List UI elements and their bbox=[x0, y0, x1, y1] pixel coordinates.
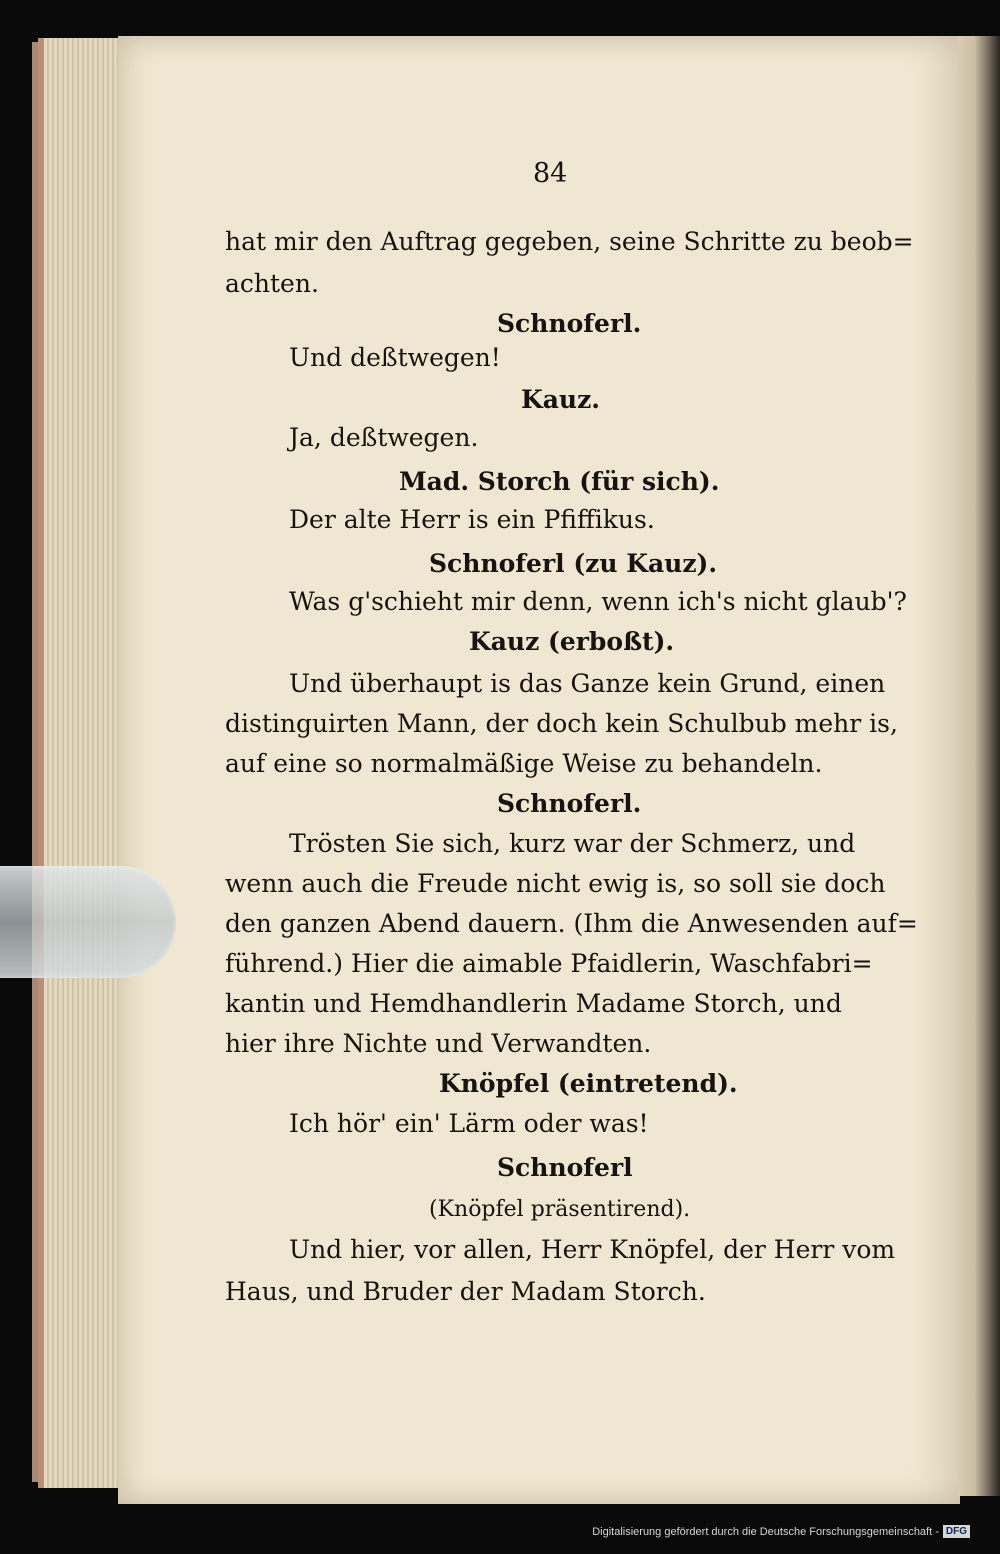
text-line: Und hier, vor allen, Herr Knöpfel, der Herr vom bbox=[289, 1235, 896, 1264]
text-line: Was g'schieht mir denn, wenn ich's nicht glaub'? bbox=[289, 587, 907, 616]
text-line: Trösten Sie sich, kurz war der Schmerz, und bbox=[289, 829, 856, 858]
text-line: hier ihre Nichte und Verwandten. bbox=[225, 1029, 652, 1058]
speaker-name: Schnoferl bbox=[497, 1153, 633, 1182]
text-line: Und deßtwegen! bbox=[289, 343, 501, 372]
stage-direction: (Knöpfel präsentirend). bbox=[429, 1197, 691, 1222]
text-line: hat mir den Auftrag gegeben, seine Schritte zu beob= bbox=[225, 227, 914, 256]
text-line: kantin und Hemdhandlerin Madame Storch, und bbox=[225, 989, 842, 1018]
credit-text: Digitalisierung gefördert durch die Deutsche Forschungsgemeinschaft - bbox=[592, 1525, 939, 1538]
page-number: 84 bbox=[533, 158, 568, 189]
text-line: achten. bbox=[225, 269, 319, 298]
speaker-name: Schnoferl (zu Kauz). bbox=[429, 549, 718, 578]
text-line: den ganzen Abend dauern. (Ihm die Anwesenden auf= bbox=[225, 909, 918, 938]
text-line: Haus, und Bruder der Madam Storch. bbox=[225, 1277, 706, 1306]
text-line: Und überhaupt is das Ganze kein Grund, einen bbox=[289, 669, 886, 698]
text-line: Ja, deßtwegen. bbox=[289, 423, 479, 452]
text-line: distinguirten Mann, der doch kein Schulbub mehr is, bbox=[225, 709, 898, 738]
text-line: auf eine so normalmäßige Weise zu behandeln. bbox=[225, 749, 823, 778]
next-volume-edge bbox=[958, 36, 1000, 1496]
digitization-credit bbox=[592, 1525, 970, 1538]
dfg-logo: DFG bbox=[943, 1525, 970, 1538]
text-line: führend.) Hier die aimable Pfaidlerin, Waschfabri= bbox=[225, 949, 873, 978]
speaker-name: Mad. Storch (für sich). bbox=[399, 467, 720, 496]
stacked-page-edges bbox=[38, 38, 130, 1488]
speaker-name: Schnoferl. bbox=[497, 789, 642, 818]
speaker-name: Kauz (erboßt). bbox=[469, 627, 675, 656]
speaker-name: Schnoferl. bbox=[497, 309, 642, 338]
glass-clamp bbox=[0, 866, 176, 978]
text-line: Ich hör' ein' Lärm oder was! bbox=[289, 1109, 649, 1138]
speaker-name: Kauz. bbox=[521, 385, 601, 414]
text-line: Der alte Herr is ein Pfiffikus. bbox=[289, 505, 655, 534]
speaker-name: Knöpfel (eintretend). bbox=[439, 1069, 738, 1098]
text-line: wenn auch die Freude nicht ewig is, so soll sie doch bbox=[225, 869, 886, 898]
